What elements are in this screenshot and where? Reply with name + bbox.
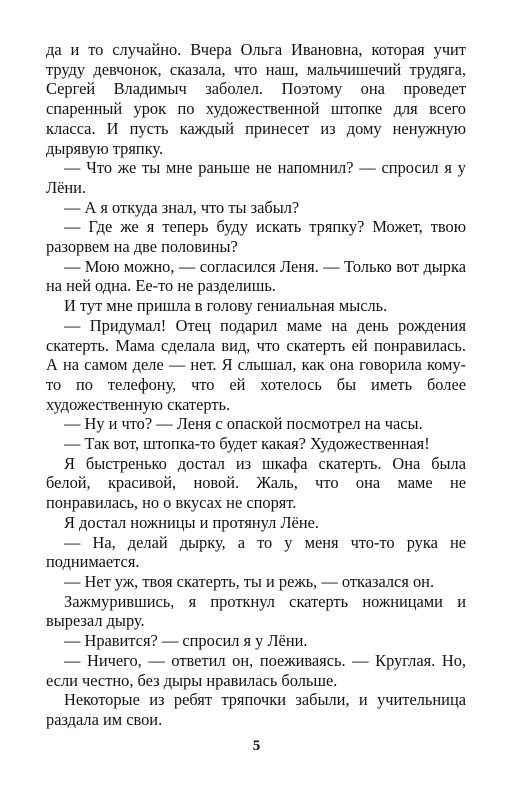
paragraph: — На, делай дырку, а то у меня что-то рука не поднимается. <box>46 532 466 572</box>
paragraph: И тут мне пришла в голову гениальная мысль. <box>64 296 388 316</box>
paragraph: Некоторые из ребят тряпочки забыли, и учительница раздала им свои. <box>46 690 466 729</box>
paragraph: Я быстренько достал из шкафа скатерть. Она была белой, красивой, новой. Жаль, что она маме не понравилась, но о вкусах не спорят. <box>46 453 466 513</box>
paragraph: Зажмурившись, я проткнул скатерть ножницами и вырезал дыру. <box>46 591 466 631</box>
paragraph: — Так вот, штопка-то будет какая? Художественная! <box>64 434 430 454</box>
paragraph: — Придумал! Отец подарил маме на день рождения скатерть. Мама сделала вид, что скатерть ей понравилась. А на самом деле — нет. Я слышал, как она говорила кому-то по телефону, что ей хотелось бы иметь более художественную скатерть. <box>46 315 466 414</box>
paragraph: — Нет уж, твоя скатерть, ты и режь, — отказался он. <box>64 571 435 591</box>
paragraph: — Ну и что? — Леня с опаской посмотрел на часы. <box>64 414 423 434</box>
paragraph: — Где же я теперь буду искать тряпку? Может, твою разорвем на две половины? <box>46 217 466 257</box>
paragraph: — А я откуда знал, что ты забыл? <box>64 197 300 217</box>
paragraph: — Нравится? — спросил я у Лёни. <box>64 631 308 651</box>
paragraph: — Ничего, — ответил он, поеживаясь. — Круглая. Но, если честно, без дыры нравилась больше. <box>46 650 466 690</box>
paragraph: — Что же ты мне раньше не напомнил? — спросил я у Лёни. <box>46 158 466 197</box>
paragraph: да и то случайно. Вчера Ольга Ивановна, которая учит труду девчонок, сказала, что наш, мальчишечий трудяга, Сергей Владимыч заболел. Поэтому она проведет спаренный урок по художественной штопке для всего класса. И пусть каждый принесет из дому ненужную дырявую тряпку. <box>46 40 466 158</box>
paragraph: — Мою можно, — согласился Леня. — Только вот дырка на ней одна. Ее-то не разделишь. <box>46 256 466 296</box>
page-number: 5 <box>252 738 261 754</box>
body-text <box>46 40 466 730</box>
paragraph: Я достал ножницы и протянул Лёне. <box>64 512 319 532</box>
